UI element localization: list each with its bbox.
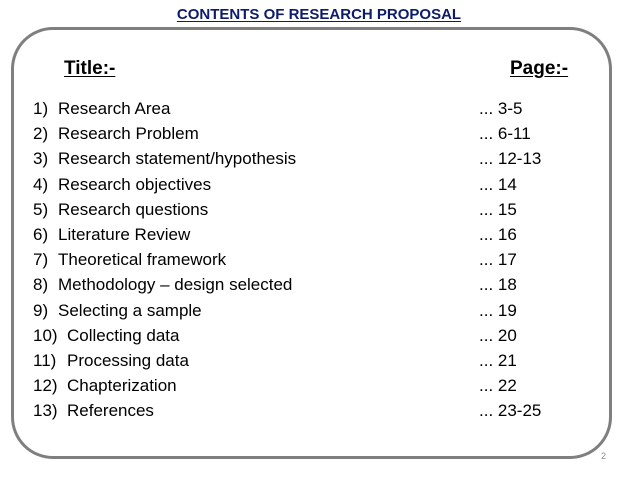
toc-item-number: 11) bbox=[33, 350, 57, 370]
toc-item-text: Methodology – design selected bbox=[58, 275, 293, 295]
toc-header-title: Title:- bbox=[64, 58, 116, 79]
toc-item-pages: ... 3-5 bbox=[479, 99, 523, 118]
toc-item-text: Chapterization bbox=[67, 376, 177, 396]
toc-item-pages: ... 20 bbox=[479, 325, 517, 345]
toc-item-collecting-data bbox=[33, 323, 593, 348]
slide-title: CONTENTS OF RESEARCH PROPOSAL bbox=[176, 6, 462, 23]
toc-item-number: 5) bbox=[33, 199, 49, 219]
toc-item-chapterization bbox=[33, 373, 593, 398]
toc-item-number: 13) bbox=[33, 401, 58, 421]
toc-item-number: 10) bbox=[33, 325, 58, 345]
toc-item-number: 9) bbox=[33, 300, 49, 320]
toc-item-references bbox=[33, 398, 593, 423]
toc-item-pages: ... 23-25 bbox=[479, 401, 542, 421]
toc-item-pages: ... 21 bbox=[479, 350, 517, 370]
toc-item-pages: ... 16 bbox=[479, 224, 517, 244]
toc-item-text: Theoretical framework bbox=[58, 250, 227, 270]
toc-item-number: 6) bbox=[33, 224, 49, 244]
toc-item-number: 1) bbox=[33, 99, 49, 118]
toc-header-page: Page:- bbox=[510, 58, 569, 79]
toc-item-research-area bbox=[33, 96, 593, 121]
toc-item-selecting-sample bbox=[33, 298, 593, 323]
toc-item-text: Research questions bbox=[58, 199, 209, 219]
toc-item-processing-data bbox=[33, 348, 593, 373]
toc-item-theoretical-framework bbox=[33, 247, 593, 272]
toc-item-pages: ... 15 bbox=[479, 199, 517, 219]
toc-item-research-objectives bbox=[33, 172, 593, 197]
toc-item-text: Research objectives bbox=[58, 174, 212, 194]
slide-number: 2 bbox=[600, 451, 606, 461]
toc-item-pages: ... 14 bbox=[479, 174, 517, 194]
toc-item-text: Collecting data bbox=[67, 325, 180, 345]
toc-item-number: 7) bbox=[33, 250, 49, 270]
toc-item-number: 4) bbox=[33, 174, 49, 194]
toc-item-number: 8) bbox=[33, 275, 49, 295]
toc-item-number: 3) bbox=[33, 149, 49, 169]
toc-item-number: 2) bbox=[33, 124, 49, 144]
toc-item-methodology bbox=[33, 272, 593, 297]
toc-item-pages: ... 17 bbox=[479, 250, 517, 270]
toc-item-text: Research statement/hypothesis bbox=[58, 149, 297, 169]
toc-item-pages: ... 22 bbox=[479, 376, 517, 396]
toc-item-pages: ... 18 bbox=[479, 275, 517, 295]
toc-item-text: Research Problem bbox=[58, 124, 199, 144]
toc-item-text: Literature Review bbox=[58, 224, 191, 244]
toc-item-number: 12) bbox=[33, 376, 58, 396]
toc-item-text: Processing data bbox=[67, 350, 189, 370]
toc-item-research-statement bbox=[33, 146, 593, 171]
toc-item-literature-review bbox=[33, 222, 593, 247]
toc-item-pages: ... 6-11 bbox=[479, 124, 531, 144]
toc-item-pages: ... 12-13 bbox=[479, 149, 542, 169]
toc-item-text: Selecting a sample bbox=[58, 300, 202, 320]
toc-item-research-questions bbox=[33, 197, 593, 222]
toc-list bbox=[33, 96, 593, 423]
toc-item-research-problem bbox=[33, 121, 593, 146]
toc-item-pages: ... 19 bbox=[479, 300, 517, 320]
toc-item-text: References bbox=[67, 401, 154, 421]
toc-item-text: Research Area bbox=[58, 99, 171, 118]
